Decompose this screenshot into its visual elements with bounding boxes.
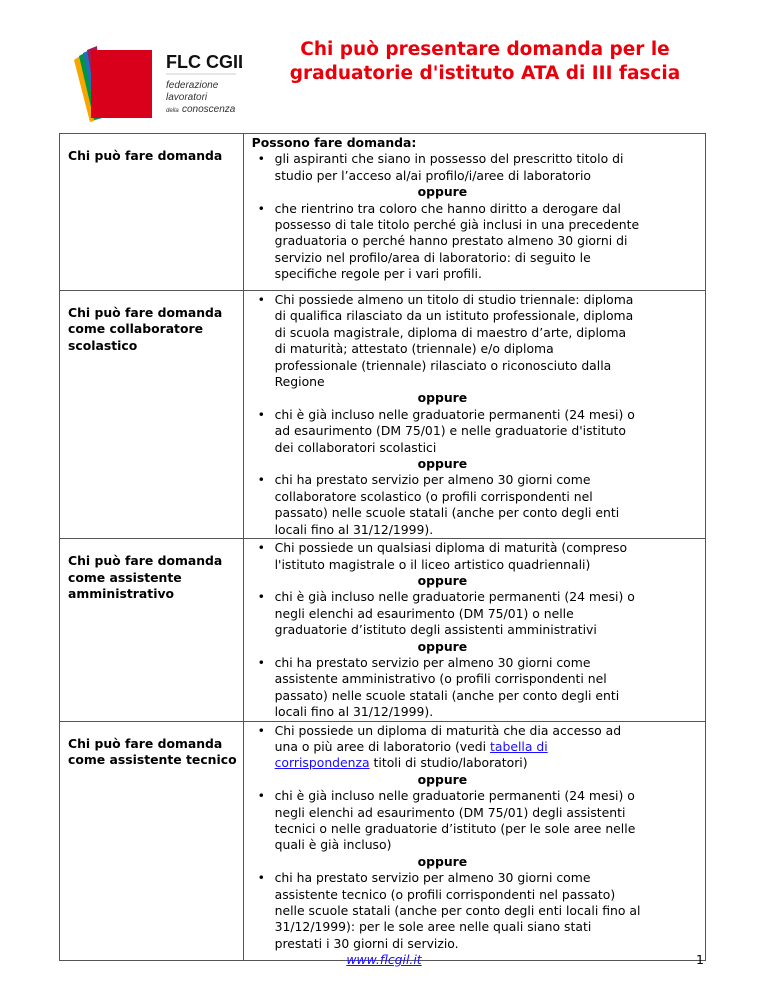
content-heading	[252, 135, 701, 151]
row-content	[243, 291, 705, 539]
content-line: tecnici o nelle graduatorie d’istituto (per le sole aree nelle	[274, 821, 636, 836]
content-line: Chi possiede un diploma di maturità che dia accesso ad	[274, 722, 622, 738]
row-label	[60, 134, 244, 291]
row-label-line: come collaboratore	[68, 321, 204, 337]
content-line: passato) nelle scuole statali (anche per conto degli enti	[274, 505, 620, 521]
table-row	[60, 721, 706, 960]
content-line: nelle scuole statali (anche per conto degli enti locali fino al	[274, 903, 641, 919]
correspondence-table-link[interactable]: tabella di	[490, 738, 548, 754]
content-line: oppure	[417, 184, 468, 200]
row-label	[60, 721, 244, 960]
oppure-separator	[252, 573, 701, 589]
content-line: dei collaboratori scolastici	[274, 439, 437, 455]
oppure-separator	[252, 184, 701, 200]
content-line: graduatorie d’istituto degli assistenti amministrativi	[274, 622, 597, 638]
content-line: passato) nelle scuole statali (anche per conto degli enti	[274, 687, 620, 703]
content-line: possesso di tale titolo perché già inclusi in una precedente	[274, 217, 640, 233]
content-line: chi è già incluso nelle graduatorie permanenti (24 mesi) o	[274, 788, 635, 804]
eligibility-table	[59, 133, 706, 961]
row-label-line: Chi può fare domanda	[68, 305, 223, 320]
content-line: oppure	[417, 390, 468, 406]
title-line: graduatorie d'istituto ATA di III fascia	[289, 63, 681, 84]
bullet-icon: •	[257, 654, 265, 670]
content-line: Regione	[274, 374, 325, 390]
footer-website-link[interactable]: www.flcgil.it	[346, 952, 422, 967]
bullet-item	[252, 589, 701, 638]
content-text: una o più aree di laboratorio (vedi	[274, 738, 491, 754]
content-line: che rientrino tra coloro che hanno diritto a derogare dal	[274, 200, 622, 216]
content-line: di qualifica rilasciato da un istituto professionale, diploma	[274, 308, 634, 324]
bullet-icon: •	[257, 151, 265, 167]
oppure-separator	[252, 456, 701, 472]
row-label-line: come assistente tecnico	[68, 751, 237, 767]
content-line: quali è già incluso)	[274, 837, 392, 853]
content-line: negli elenchi ad esaurimento (DM 75/01) degli assistenti	[274, 804, 626, 820]
content-line: gli aspiranti che siano in possesso del prescritto titolo di	[274, 151, 624, 167]
oppure-separator	[252, 390, 701, 406]
row-label-line: Chi può fare domanda	[68, 735, 223, 751]
row-label-line: scolastico	[68, 337, 138, 353]
bullet-item	[252, 723, 701, 772]
content-line: chi ha prestato servizio per almeno 30 giorni come	[274, 472, 591, 488]
content-line: oppure	[417, 853, 468, 869]
page-number: 1	[696, 952, 704, 967]
oppure-separator	[252, 772, 701, 788]
content-line: chi ha prestato servizio per almeno 30 giorni come	[274, 654, 591, 670]
content-line: prestati i 30 giorni di servizio.	[274, 935, 459, 951]
content-line: graduatoria o perché hanno prestato almeno 30 giorni di	[274, 233, 628, 249]
content-text: titoli di studio/laboratori)	[369, 755, 528, 771]
content-line: oppure	[417, 572, 468, 588]
row-label-line: Chi può fare domanda	[68, 553, 223, 569]
flc-cgil-logo	[72, 42, 242, 122]
svg-text:lavoratori: lavoratori	[166, 92, 208, 103]
oppure-separator	[252, 854, 701, 870]
table-row	[60, 291, 706, 539]
content-line: di scuola magistrale, diploma di maestro d’arte, diploma	[274, 324, 627, 340]
content-line: negli elenchi ad esaurimento (DM 75/01) o nelle	[274, 605, 574, 621]
bullet-item	[252, 788, 701, 854]
content-line: Chi possiede almeno un titolo di studio triennale: diploma	[274, 292, 634, 307]
correspondence-table-link[interactable]: corrispondenza	[274, 755, 370, 771]
content-line: oppure	[417, 771, 468, 787]
bullet-icon: •	[257, 540, 265, 556]
svg-text:FLC CGIL: FLC CGIL	[166, 52, 242, 72]
bullet-item	[252, 870, 701, 952]
content-line: professionale (triennale) rilasciato o riconosciuto dalla	[274, 357, 612, 373]
page-title	[270, 38, 700, 86]
bullet-item	[252, 292, 701, 390]
content-line: chi ha prestato servizio per almeno 30 giorni come	[274, 870, 591, 886]
oppure-separator	[252, 639, 701, 655]
title-line: Chi può presentare domanda per le	[300, 39, 670, 60]
table-row	[60, 134, 706, 291]
bullet-icon: •	[257, 589, 265, 605]
bullet-item	[252, 201, 701, 283]
bullet-icon: •	[257, 788, 265, 804]
svg-text:della: della	[166, 108, 179, 114]
content-line: oppure	[417, 638, 468, 654]
content-line: assistente amministrativo (o profili corrispondenti nel	[274, 671, 607, 687]
row-label-line: Chi può fare domanda	[68, 148, 223, 163]
content-line: Chi possiede un qualsiasi diploma di maturità (compreso	[274, 540, 628, 556]
content-line: studio per l’acceso al/ai profilo/i/aree di laboratorio	[274, 167, 591, 183]
bullet-item	[252, 407, 701, 456]
bullet-icon: •	[257, 292, 265, 307]
svg-text:federazione: federazione	[166, 80, 219, 91]
bullet-item	[252, 151, 701, 184]
row-content	[243, 721, 705, 960]
content-line: Possono fare domanda:	[251, 135, 417, 150]
content-line: locali fino al 31/12/1999).	[274, 704, 434, 720]
bullet-icon: •	[257, 200, 265, 216]
content-line: oppure	[417, 456, 468, 472]
row-label	[60, 291, 244, 539]
content-line: assistente tecnico (o profili corrispondenti nel passato)	[274, 886, 616, 902]
content-line: collaboratore scolastico (o profili corrispondenti nel	[274, 488, 593, 504]
bullet-item	[252, 655, 701, 721]
svg-text:conoscenza: conoscenza	[182, 104, 236, 115]
content-line	[275, 739, 701, 755]
content-line: specifiche regole per i vari profili.	[274, 266, 482, 282]
bullet-icon: •	[257, 870, 265, 886]
bullet-icon: •	[257, 472, 265, 488]
row-content	[243, 539, 705, 721]
content-line: 31/12/1999): per le sole aree nelle quali siano stati	[274, 919, 592, 935]
bullet-icon: •	[257, 722, 265, 738]
bullet-item	[252, 472, 701, 538]
row-label-line: amministrativo	[68, 585, 175, 601]
row-label	[60, 539, 244, 721]
bullet-icon: •	[257, 406, 265, 422]
content-line: l'istituto magistrale o il liceo artistico quadriennali)	[274, 556, 591, 572]
content-line: chi è già incluso nelle graduatorie permanenti (24 mesi) o	[274, 406, 635, 422]
content-line: ad esaurimento (DM 75/01) e nelle graduatorie d'istituto	[274, 423, 626, 439]
content-line: di maturità; attestato (triennale) e/o diploma	[274, 341, 554, 357]
footer	[0, 952, 768, 967]
content-line	[275, 755, 701, 771]
content-line: locali fino al 31/12/1999).	[274, 521, 434, 537]
content-line: servizio nel profilo/area di laboratorio: di seguito le	[274, 249, 591, 265]
table-row	[60, 539, 706, 721]
row-content	[243, 134, 705, 291]
bullet-item	[252, 540, 701, 573]
content-line: chi è già incluso nelle graduatorie permanenti (24 mesi) o	[274, 589, 635, 605]
row-label-line: come assistente	[68, 569, 182, 585]
